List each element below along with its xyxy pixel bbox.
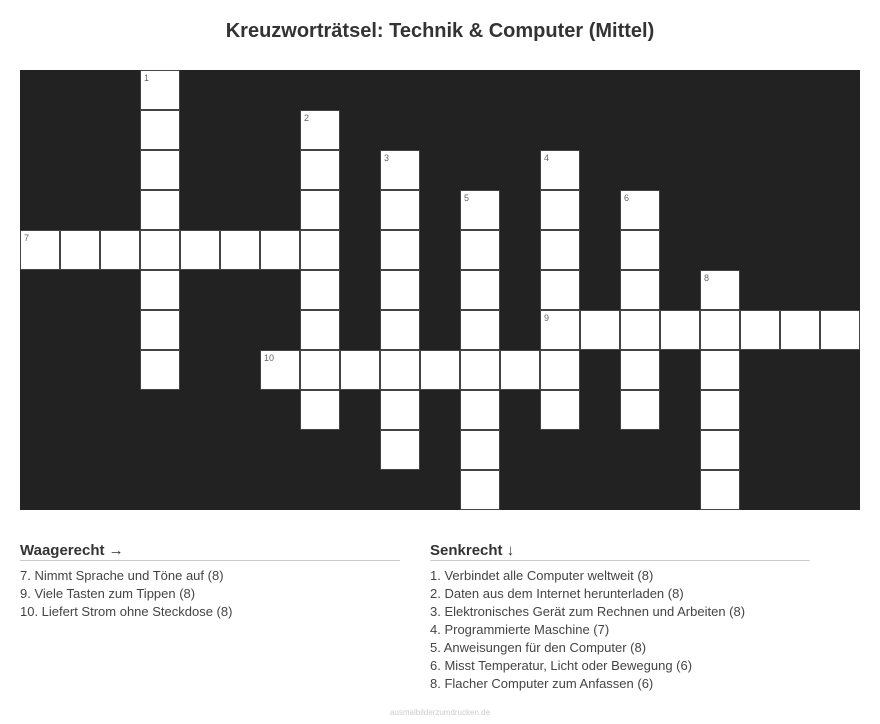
clue-number: 8 (704, 273, 710, 283)
grid-cell[interactable] (300, 110, 340, 150)
grid-cell[interactable] (660, 310, 700, 350)
grid-cell[interactable] (380, 270, 420, 310)
clue-number: 2 (304, 113, 310, 123)
clue-number: 7 (24, 233, 30, 243)
across-clues (20, 541, 400, 621)
grid-cell[interactable] (700, 430, 740, 470)
across-heading: Waagerecht → (20, 541, 400, 561)
clue-number: 9 (544, 313, 550, 323)
down-clues (430, 541, 810, 693)
grid-cell[interactable] (260, 230, 300, 270)
grid-cell[interactable] (780, 310, 820, 350)
grid-cell[interactable] (180, 230, 220, 270)
crossword-grid (20, 70, 860, 510)
grid-cell[interactable] (700, 390, 740, 430)
grid-cell[interactable] (380, 350, 420, 390)
clue-across-7: 7. Nimmt Sprache und Töne auf (8) (20, 568, 224, 583)
grid-cell[interactable] (620, 310, 660, 350)
grid-cell[interactable] (300, 230, 340, 270)
clue-number: 1 (144, 73, 150, 83)
grid-cell[interactable] (20, 230, 60, 270)
grid-cell[interactable] (460, 270, 500, 310)
grid-cell[interactable] (380, 230, 420, 270)
grid-cell[interactable] (140, 230, 180, 270)
grid-cell[interactable] (540, 270, 580, 310)
grid-cell[interactable] (540, 350, 580, 390)
grid-cell[interactable] (460, 350, 500, 390)
grid-cell[interactable] (380, 430, 420, 470)
clue-down-8: 8. Flacher Computer zum Anfassen (6) (430, 676, 654, 691)
grid-cell[interactable] (580, 310, 620, 350)
grid-cell[interactable] (140, 110, 180, 150)
clue-across-10: 10. Liefert Strom ohne Steckdose (8) (20, 604, 233, 619)
down-heading: Senkrecht ↓ (430, 541, 810, 561)
grid-cell[interactable] (300, 310, 340, 350)
grid-cell[interactable] (100, 230, 140, 270)
grid-cell[interactable] (220, 230, 260, 270)
clue-number: 3 (384, 153, 390, 163)
grid-cell[interactable] (300, 190, 340, 230)
grid-cell[interactable] (420, 350, 460, 390)
grid-cell[interactable] (140, 350, 180, 390)
grid-cell[interactable] (540, 190, 580, 230)
grid-cell[interactable] (380, 150, 420, 190)
grid-cell[interactable] (540, 150, 580, 190)
grid-cell[interactable] (300, 270, 340, 310)
clue-down-2: 2. Daten aus dem Internet herunterladen (8) (430, 586, 684, 601)
grid-cell[interactable] (300, 390, 340, 430)
grid-cell[interactable] (620, 190, 660, 230)
grid-cell[interactable] (740, 310, 780, 350)
grid-cell[interactable] (500, 350, 540, 390)
grid-cell[interactable] (380, 390, 420, 430)
grid-cell[interactable] (540, 230, 580, 270)
grid-cell[interactable] (620, 350, 660, 390)
grid-cell[interactable] (260, 350, 300, 390)
grid-cell[interactable] (700, 270, 740, 310)
grid-cell[interactable] (300, 350, 340, 390)
grid-cell[interactable] (460, 470, 500, 510)
grid-cell[interactable] (140, 70, 180, 110)
clue-down-1: 1. Verbindet alle Computer weltweit (8) (430, 568, 654, 583)
clue-number: 5 (464, 193, 470, 203)
clue-down-5: 5. Anweisungen für den Computer (8) (430, 640, 647, 655)
grid-cell[interactable] (620, 390, 660, 430)
clue-number: 10 (264, 353, 275, 363)
grid-cell[interactable] (620, 230, 660, 270)
grid-cell[interactable] (620, 270, 660, 310)
grid-cell[interactable] (540, 390, 580, 430)
grid-cell[interactable] (700, 350, 740, 390)
clue-down-6: 6. Misst Temperatur, Licht oder Bewegung (6) (430, 658, 693, 673)
grid-cell[interactable] (340, 350, 380, 390)
grid-cell[interactable] (380, 190, 420, 230)
grid-cell[interactable] (140, 270, 180, 310)
grid-cell[interactable] (300, 150, 340, 190)
clue-number: 6 (624, 193, 630, 203)
clue-across-9: 9. Viele Tasten zum Tippen (8) (20, 586, 196, 601)
grid-cell[interactable] (140, 190, 180, 230)
grid-cell[interactable] (820, 310, 860, 350)
grid-cell[interactable] (700, 470, 740, 510)
page-title: Kreuzworträtsel: Technik & Computer (Mittel) (225, 20, 655, 42)
grid-cell[interactable] (140, 310, 180, 350)
clue-down-3: 3. Elektronisches Gerät zum Rechnen und Arbeiten (8) (430, 604, 746, 619)
grid-cell[interactable] (140, 150, 180, 190)
grid-cell[interactable] (540, 310, 580, 350)
grid-cell[interactable] (60, 230, 100, 270)
grid-cell[interactable] (460, 230, 500, 270)
grid-cell[interactable] (700, 310, 740, 350)
grid-cell[interactable] (460, 190, 500, 230)
clue-number: 4 (544, 153, 550, 163)
grid-cell[interactable] (460, 390, 500, 430)
clue-down-4: 4. Programmierte Maschine (7) (430, 622, 610, 637)
grid-cell[interactable] (460, 430, 500, 470)
grid-cell[interactable] (380, 310, 420, 350)
grid-cell[interactable] (460, 310, 500, 350)
footer-watermark: ausmalbilderzumdrucken.de (389, 708, 491, 717)
